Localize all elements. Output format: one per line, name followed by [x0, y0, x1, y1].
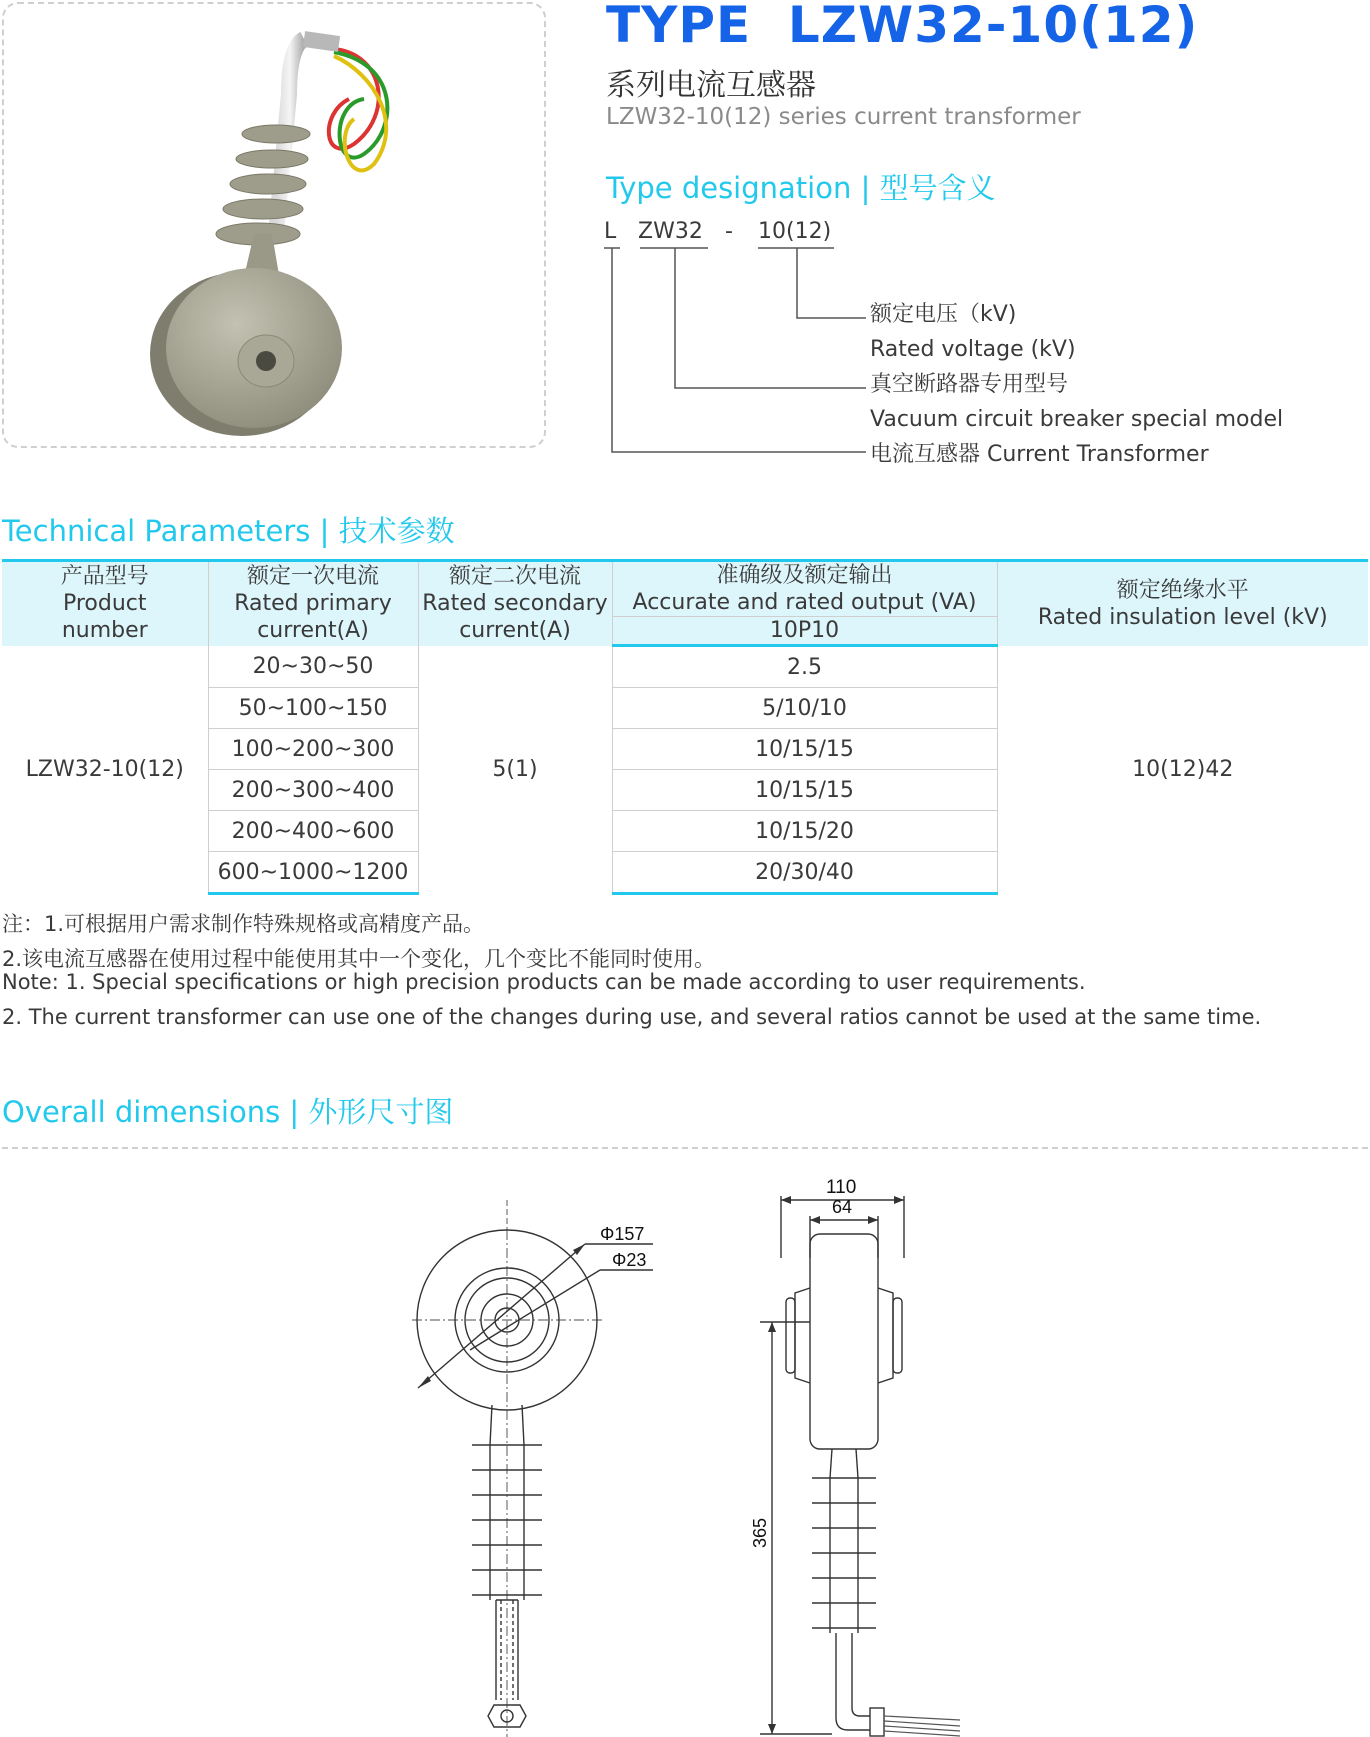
- body-width-label: 64: [832, 1197, 853, 1217]
- page-title: TYPE LZW32-10(12): [606, 0, 1199, 54]
- header-rated-primary: 额定一次电流 Rated primary current(A): [208, 561, 418, 646]
- subtitle-english: LZW32-10(12) series current transformer: [606, 104, 1081, 130]
- technical-parameters-table: [2, 559, 1368, 895]
- subtitle-chinese: 系列电流互感器: [606, 68, 816, 103]
- cell-rated-output: 10/15/15: [612, 729, 997, 770]
- cell-rated-output: 20/30/40: [612, 852, 997, 894]
- cell-rated-output: 10/15/15: [612, 770, 997, 811]
- note-1-cn: 注：1.可根据用户需求制作特殊规格或高精度产品。: [2, 912, 485, 936]
- height-label: 365: [750, 1517, 770, 1548]
- type-designation-heading: Type designation | 型号含义: [606, 171, 996, 205]
- overall-dimensions-heading: Overall dimensions | 外形尺寸图: [2, 1095, 454, 1129]
- header-accuracy-output: 准确级及额定输出 Accurate and rated output (VA): [612, 561, 997, 617]
- section-divider: [2, 1147, 1368, 1149]
- designation-code-zw32: ZW32: [638, 219, 703, 244]
- inner-diameter-label: Φ23: [612, 1250, 647, 1270]
- total-width-label: 110: [826, 1177, 857, 1198]
- side-view-drawing: [720, 1168, 980, 1737]
- designation-breaker-model-en: Vacuum circuit breaker special model: [870, 407, 1284, 432]
- header-accuracy-class: 10P10: [612, 617, 997, 646]
- note-1-en: Note: 1. Special specifications or high precision products can be made according to user requirements.: [2, 970, 1086, 994]
- note-2-cn: 2.该电流互感器在使用过程中能使用其中一个变化，几个变比不能同时使用。: [2, 947, 716, 971]
- header-rated-secondary: 额定二次电流 Rated secondary current(A): [418, 561, 612, 646]
- designation-rated-voltage-cn: 额定电压（kV): [870, 302, 1017, 327]
- cell-insulation-level: 10(12)42: [997, 646, 1368, 894]
- cell-primary-current: 20~30~50: [208, 646, 418, 688]
- cell-primary-current: 200~300~400: [208, 770, 418, 811]
- technical-parameters-heading: Technical Parameters | 技术参数: [2, 514, 455, 548]
- cell-primary-current: 200~400~600: [208, 811, 418, 852]
- designation-code-l: L: [604, 219, 617, 244]
- designation-code-dash: -: [725, 219, 733, 244]
- product-photo: [4, 4, 544, 446]
- cell-primary-current: 50~100~150: [208, 688, 418, 729]
- designation-code-voltage: 10(12): [758, 219, 832, 244]
- cell-rated-output: 5/10/10: [612, 688, 997, 729]
- cell-primary-current: 100~200~300: [208, 729, 418, 770]
- cell-rated-output: 10/15/20: [612, 811, 997, 852]
- cell-secondary-current: 5(1): [418, 646, 612, 894]
- cell-rated-output: 2.5: [612, 646, 997, 688]
- designation-current-transformer: 电流互感器 Current Transformer: [870, 442, 1209, 467]
- front-view-drawing: [400, 1200, 680, 1737]
- designation-breaker-model-cn: 真空断路器专用型号: [870, 372, 1069, 397]
- outer-diameter-label: Φ157: [600, 1224, 645, 1244]
- designation-leader-lines: [600, 244, 870, 458]
- product-photo-frame: [2, 2, 546, 448]
- cell-primary-current: 600~1000~1200: [208, 852, 418, 894]
- header-product-number: 产品型号 Product number: [2, 561, 208, 646]
- designation-rated-voltage-en: Rated voltage (kV): [870, 337, 1076, 362]
- header-insulation-level: 额定绝缘水平 Rated insulation level (kV): [997, 561, 1368, 646]
- note-2-en: 2. The current transformer can use one of the changes during use, and several ratios cannot be used at the same time.: [2, 1005, 1262, 1029]
- cell-product-number: LZW32-10(12): [25, 757, 184, 782]
